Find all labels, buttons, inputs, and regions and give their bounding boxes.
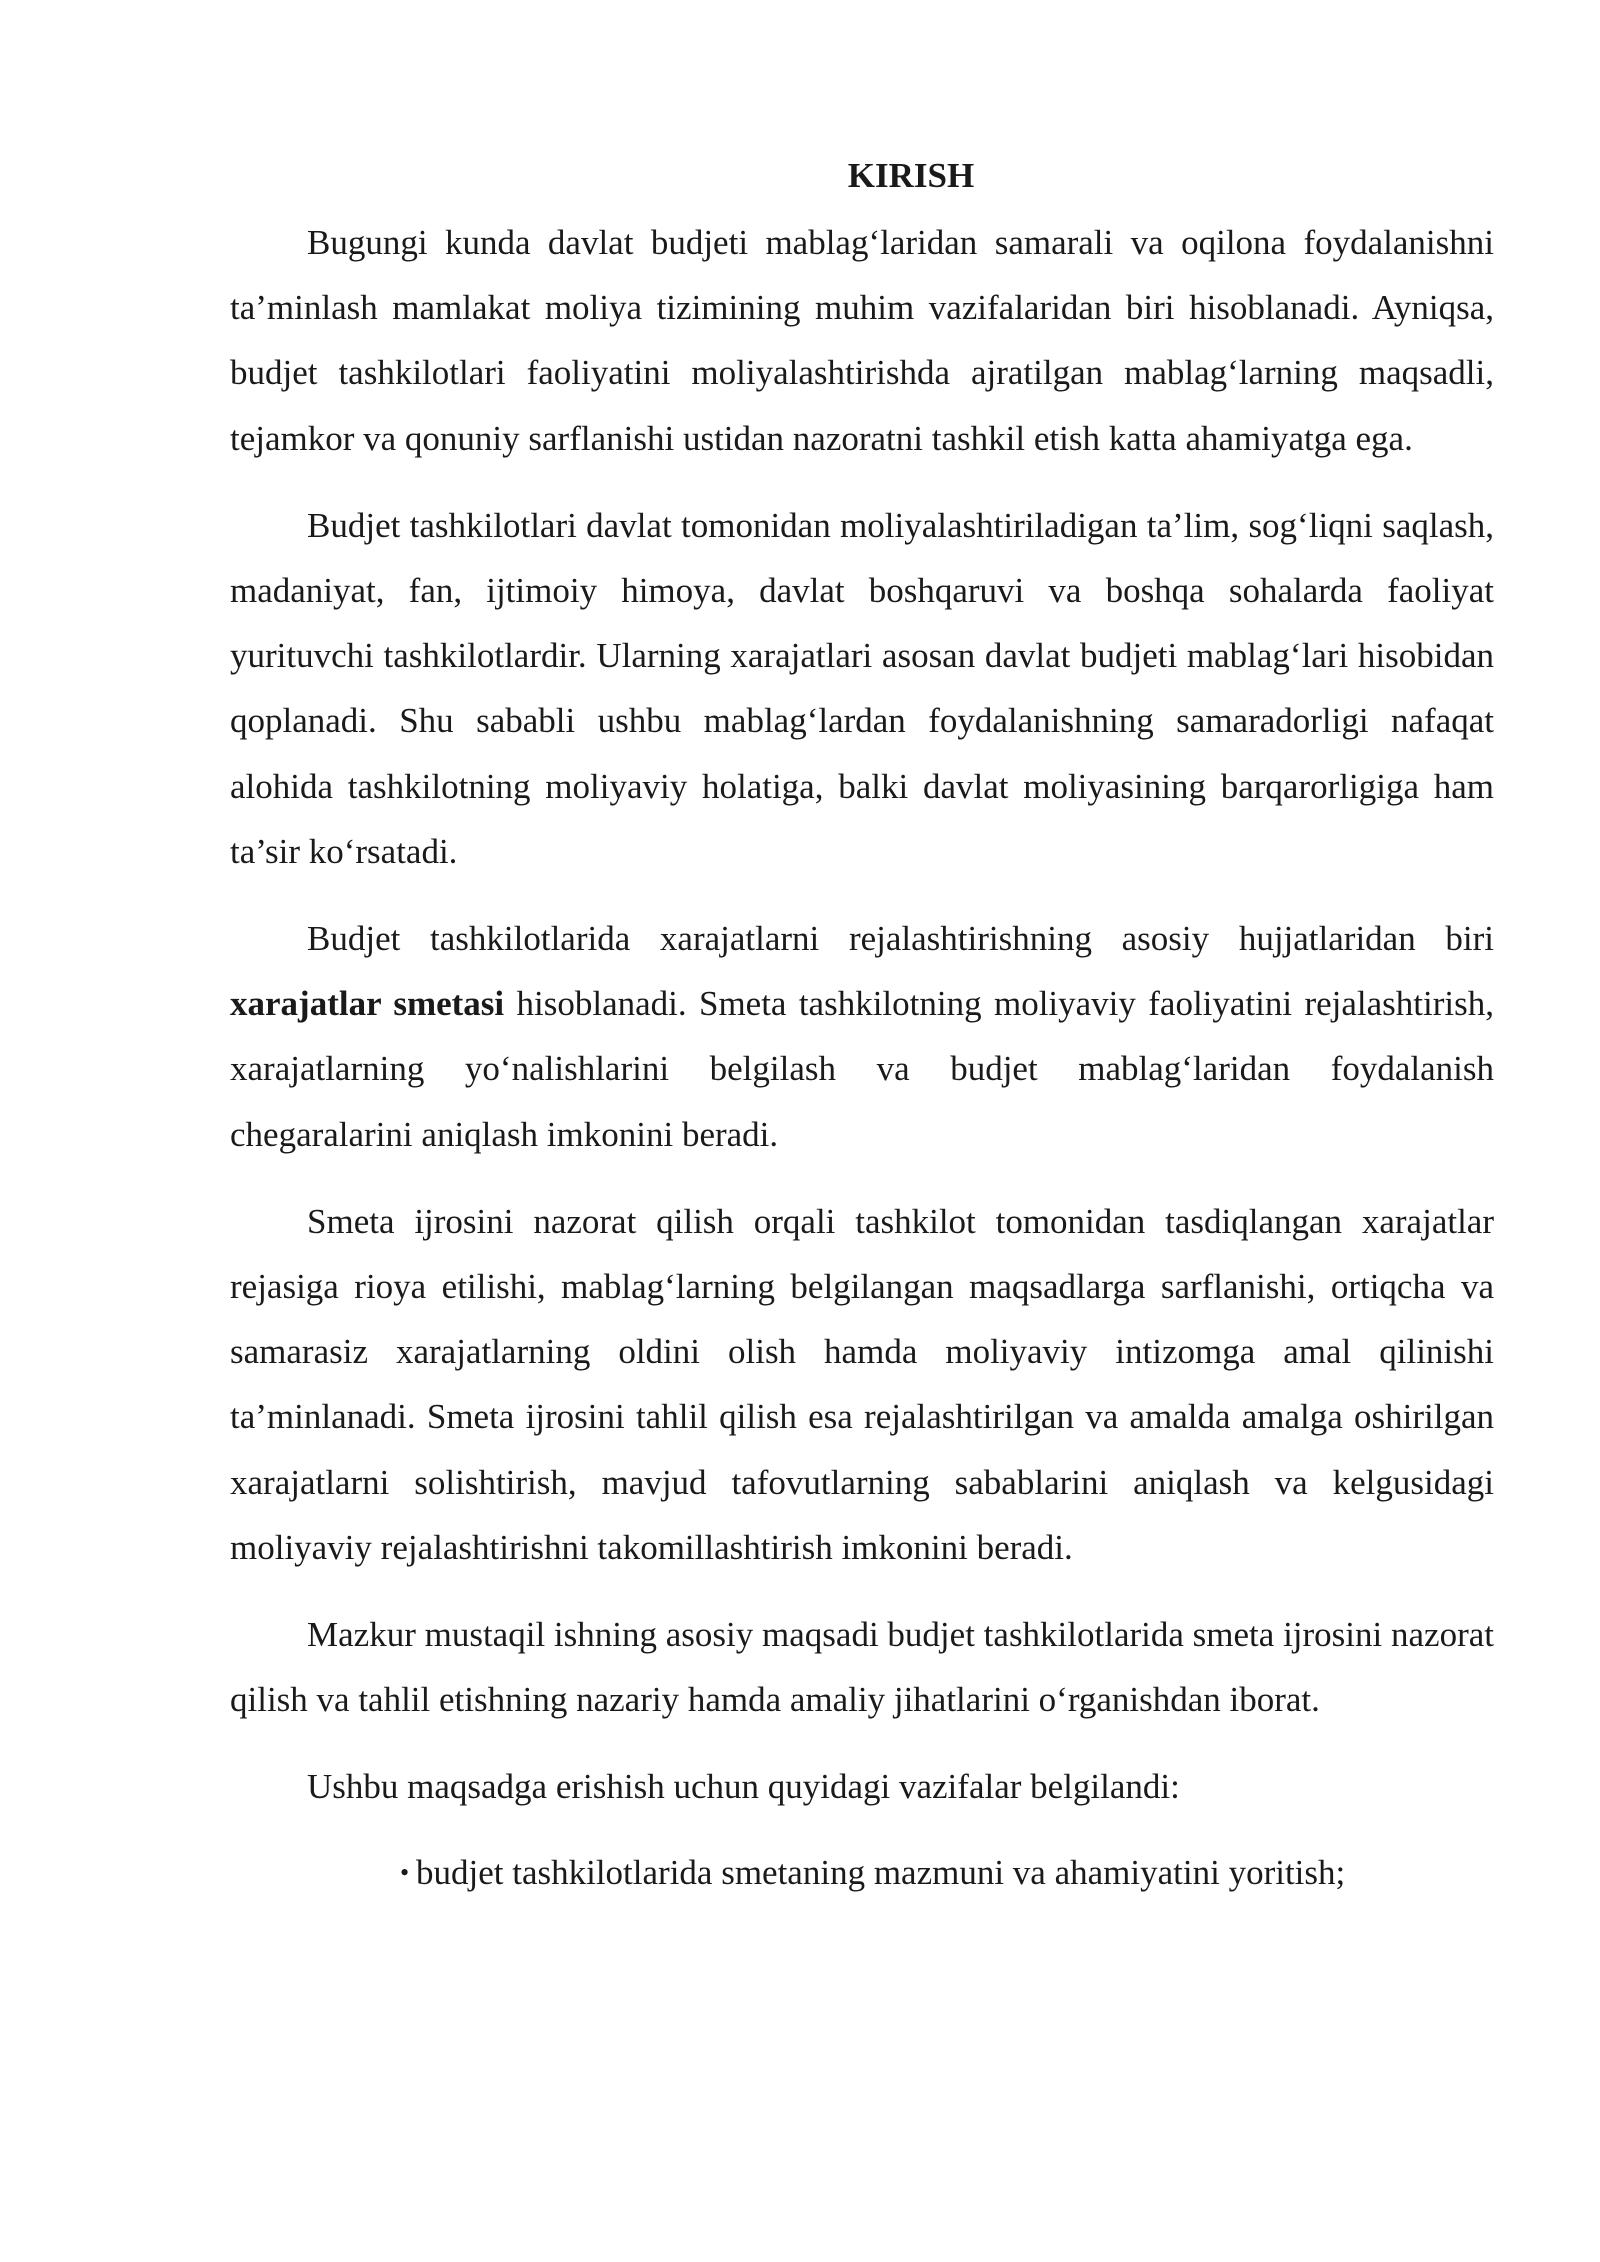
paragraph-3-lead: Budjet tashkilotlarida xarajatlarni rejalashtirishning asosiy hujjatlaridan biri bbox=[307, 919, 1494, 959]
list-item-text: budjet tashkilotlarida smetaning mazmuni va ahamiyatini yoritish; bbox=[416, 1852, 1346, 1892]
paragraph-1: Bugungi kunda davlat budjeti mablag‘laridan samarali va oqilona foydalanishni ta’minlash mamlakat moliya tizimining muhim vazifalaridan biri hisoblanadi. Ayniqsa, budjet tashkilotlari faoliyatini moliyalashtirishda ajratilgan mablag‘larning maqsadli, tejamkor va qonuniy sarflanishi ustidan nazoratni tashkil etish katta ahamiyatga ega. bbox=[230, 223, 1494, 458]
document-page bbox=[230, 148, 1494, 1905]
paragraph-6: Ushbu maqsadga erishish uchun quyidagi vazifalar belgilandi: bbox=[307, 1767, 1180, 1807]
paragraph-3-rest: hisoblanadi. Smeta tashkilotning moliyaviy faoliyatini rejalashtirish, xarajatlarning yo‘nalishlarini belgilash va budjet mablag‘laridan foydalanish chegaralarini aniqlash imkonini beradi. bbox=[230, 984, 1494, 1154]
paragraph-3 bbox=[230, 906, 1494, 1167]
task-list bbox=[230, 1840, 1494, 1905]
bullet-icon: • bbox=[400, 1857, 410, 1887]
document-title: KIRISH bbox=[847, 156, 975, 195]
list-item bbox=[400, 1840, 1494, 1905]
paragraph-5: Mazkur mustaqil ishning asosiy maqsadi budjet tashkilotlarida smeta ijrosini nazorat qilish va tahlil etishning nazariy hamda amaliy jihatlarini o‘rganishdan iborat. bbox=[230, 1615, 1494, 1720]
bold-term: xarajatlar smetasi bbox=[230, 984, 505, 1024]
paragraph-4: Smeta ijrosini nazorat qilish orqali tashkilot tomonidan tasdiqlangan xarajatlar rejasiga rioya etilishi, mablag‘larning belgilangan maqsadlarga sarflanishi, ortiqcha va samarasiz xarajatlarning oldini olish hamda moliyaviy intizomga amal qilinishi ta’minlanadi. Smeta ijrosini tahlil qilish esa rejalashtirilgan va amalda amalga oshirilgan xarajatlarni solishtirish, mavjud tafovutlarning sabablarini aniqlash va kelgusidagi moliyaviy rejalashtirishni takomillashtirish imkonini beradi. bbox=[230, 1201, 1494, 1567]
paragraph-2: Budjet tashkilotlari davlat tomonidan moliyalashtiriladigan ta’lim, sog‘liqni saqlash, madaniyat, fan, ijtimoiy himoya, davlat boshqaruvi va boshqa sohalarda faoliyat yurituvchi tashkilotlardir. Ularning xarajatlari asosan davlat budjeti mablag‘lari hisobidan qoplanadi. Shu sababli ushbu mablag‘lardan foydalanishning samaradorligi nafaqat alohida tashkilotning moliyaviy holatiga, balki davlat moliyasining barqarorligiga ham ta’sir ko‘rsatadi. bbox=[230, 505, 1494, 871]
